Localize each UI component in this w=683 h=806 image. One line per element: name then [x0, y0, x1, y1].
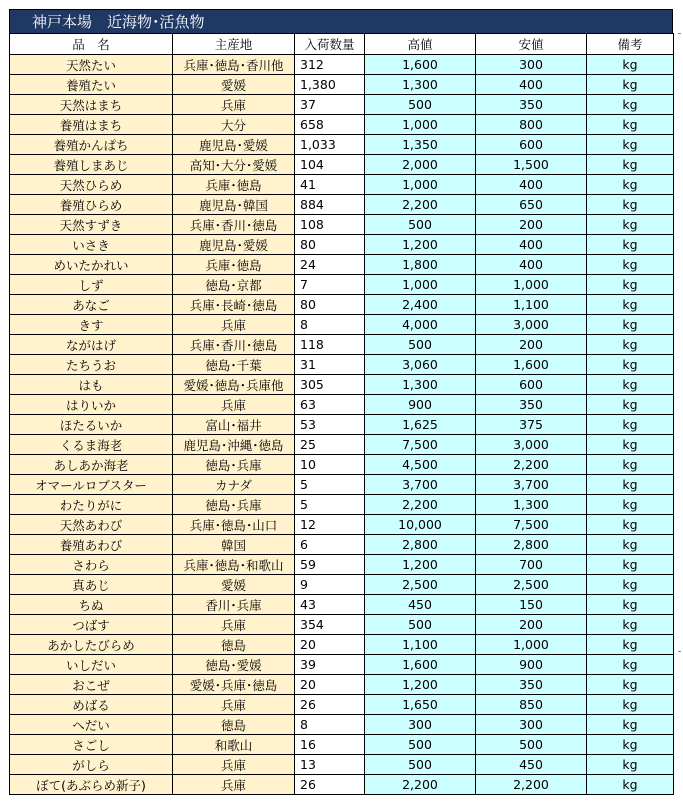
cell-name: オマールロブスター: [10, 475, 173, 495]
cell-remarks: kg: [587, 235, 674, 255]
cell-quantity: 7: [295, 275, 365, 295]
cell-quantity: 354: [295, 615, 365, 635]
cell-quantity: 10: [295, 455, 365, 475]
cell-name: ほたるいか: [10, 415, 173, 435]
table-row: [10, 515, 674, 535]
cell-name: 天然はまち: [10, 95, 173, 115]
table-row: [10, 375, 674, 395]
header-row: [10, 34, 674, 55]
cell-name: たちうお: [10, 355, 173, 375]
cell-low-price: 800: [476, 115, 587, 135]
cell-high-price: 7,500: [365, 435, 476, 455]
table-row: [10, 335, 674, 355]
table-row: [10, 695, 674, 715]
cell-high-price: 4,500: [365, 455, 476, 475]
sheet-title: 神戸本場 近海物･活魚物: [9, 9, 673, 33]
table-row: [10, 535, 674, 555]
cell-low-price: 400: [476, 235, 587, 255]
cell-name: しず: [10, 275, 173, 295]
table-row: [10, 255, 674, 275]
table-row: [10, 575, 674, 595]
cell-remarks: kg: [587, 675, 674, 695]
cell-origin: 香川･兵庫: [173, 595, 295, 615]
cell-remarks: kg: [587, 335, 674, 355]
table-row: [10, 475, 674, 495]
cell-name: 真あじ: [10, 575, 173, 595]
cell-remarks: kg: [587, 735, 674, 755]
cell-origin: 兵庫･徳島: [173, 255, 295, 275]
table-row: [10, 495, 674, 515]
cell-quantity: 5: [295, 495, 365, 515]
table-row: [10, 715, 674, 735]
cell-quantity: 80: [295, 295, 365, 315]
table-row: [10, 75, 674, 95]
cell-remarks: kg: [587, 355, 674, 375]
cell-name: ながはげ: [10, 335, 173, 355]
cell-name: はも: [10, 375, 173, 395]
cell-quantity: 31: [295, 355, 365, 375]
cell-origin: 徳島: [173, 715, 295, 735]
cell-remarks: kg: [587, 535, 674, 555]
cell-name: へだい: [10, 715, 173, 735]
cell-name: わたりがに: [10, 495, 173, 515]
table-row: [10, 755, 674, 775]
cell-high-price: 2,200: [365, 775, 476, 795]
header-name: 品 名: [10, 34, 173, 55]
cell-quantity: 1,380: [295, 75, 365, 95]
cell-remarks: kg: [587, 495, 674, 515]
cell-low-price: 450: [476, 755, 587, 775]
cell-quantity: 12: [295, 515, 365, 535]
table-row: [10, 415, 674, 435]
cell-quantity: 25: [295, 435, 365, 455]
cell-remarks: kg: [587, 55, 674, 75]
cell-origin: 兵庫: [173, 395, 295, 415]
cell-high-price: 1,300: [365, 375, 476, 395]
cell-origin: 徳島･愛媛: [173, 655, 295, 675]
cell-low-price: 1,100: [476, 295, 587, 315]
price-sheet: [9, 9, 673, 795]
cell-quantity: 305: [295, 375, 365, 395]
cell-origin: 高知･大分･愛媛: [173, 155, 295, 175]
cell-name: ちぬ: [10, 595, 173, 615]
cell-name: 天然すずき: [10, 215, 173, 235]
cell-origin: 鹿児島･沖縄･徳島: [173, 435, 295, 455]
cell-low-price: 400: [476, 75, 587, 95]
cell-name: めいたかれい: [10, 255, 173, 275]
cell-quantity: 1,033: [295, 135, 365, 155]
cell-origin: 鹿児島･愛媛: [173, 135, 295, 155]
cell-high-price: 500: [365, 215, 476, 235]
cell-low-price: 650: [476, 195, 587, 215]
cell-high-price: 1,625: [365, 415, 476, 435]
cell-name: いしだい: [10, 655, 173, 675]
cell-high-price: 1,000: [365, 275, 476, 295]
cell-name: きす: [10, 315, 173, 335]
cell-low-price: 350: [476, 95, 587, 115]
cell-quantity: 53: [295, 415, 365, 435]
cell-high-price: 1,200: [365, 555, 476, 575]
cell-high-price: 500: [365, 615, 476, 635]
cell-name: あかしたびらめ: [10, 635, 173, 655]
cell-high-price: 3,700: [365, 475, 476, 495]
cell-quantity: 884: [295, 195, 365, 215]
cell-origin: 兵庫･徳島･和歌山: [173, 555, 295, 575]
cell-origin: 兵庫･香川･徳島: [173, 335, 295, 355]
cell-remarks: kg: [587, 95, 674, 115]
table-row: [10, 675, 674, 695]
cell-name: さわら: [10, 555, 173, 575]
cell-quantity: 104: [295, 155, 365, 175]
table-row: [10, 175, 674, 195]
table-row: [10, 555, 674, 575]
cell-name: めばる: [10, 695, 173, 715]
cell-high-price: 1,000: [365, 115, 476, 135]
cell-low-price: 700: [476, 555, 587, 575]
cell-low-price: 1,500: [476, 155, 587, 175]
cell-name: 養殖しまあじ: [10, 155, 173, 175]
cell-name: 養殖ひらめ: [10, 195, 173, 215]
cell-low-price: 600: [476, 135, 587, 155]
cell-remarks: kg: [587, 595, 674, 615]
cell-low-price: 400: [476, 255, 587, 275]
price-table: [9, 33, 674, 795]
table-row: [10, 635, 674, 655]
cell-remarks: kg: [587, 175, 674, 195]
cell-low-price: 3,000: [476, 435, 587, 455]
cell-remarks: kg: [587, 75, 674, 95]
table-row: [10, 775, 674, 795]
cell-origin: 兵庫･徳島･山口: [173, 515, 295, 535]
cell-origin: 愛媛: [173, 575, 295, 595]
cell-origin: カナダ: [173, 475, 295, 495]
cell-name: がしら: [10, 755, 173, 775]
cell-high-price: 2,500: [365, 575, 476, 595]
cell-remarks: kg: [587, 395, 674, 415]
cell-high-price: 300: [365, 715, 476, 735]
cell-quantity: 63: [295, 395, 365, 415]
edge-tick: [678, 651, 681, 652]
cell-low-price: 300: [476, 715, 587, 735]
cell-quantity: 16: [295, 735, 365, 755]
edge-tick: [678, 33, 681, 34]
cell-high-price: 500: [365, 335, 476, 355]
table-body: [10, 55, 674, 795]
cell-low-price: 2,800: [476, 535, 587, 555]
cell-quantity: 658: [295, 115, 365, 135]
cell-remarks: kg: [587, 255, 674, 275]
cell-high-price: 2,000: [365, 155, 476, 175]
cell-quantity: 8: [295, 715, 365, 735]
cell-high-price: 2,200: [365, 495, 476, 515]
cell-origin: 愛媛･徳島･兵庫他: [173, 375, 295, 395]
table-row: [10, 295, 674, 315]
cell-remarks: kg: [587, 295, 674, 315]
cell-high-price: 1,300: [365, 75, 476, 95]
cell-quantity: 9: [295, 575, 365, 595]
cell-origin: 兵庫･徳島: [173, 175, 295, 195]
cell-low-price: 7,500: [476, 515, 587, 535]
header-remarks: 備考: [587, 34, 674, 55]
cell-origin: 兵庫: [173, 615, 295, 635]
cell-origin: 韓国: [173, 535, 295, 555]
cell-low-price: 200: [476, 615, 587, 635]
cell-remarks: kg: [587, 615, 674, 635]
cell-quantity: 312: [295, 55, 365, 75]
cell-high-price: 1,350: [365, 135, 476, 155]
cell-quantity: 59: [295, 555, 365, 575]
cell-low-price: 375: [476, 415, 587, 435]
cell-quantity: 37: [295, 95, 365, 115]
cell-low-price: 900: [476, 655, 587, 675]
cell-remarks: kg: [587, 695, 674, 715]
cell-name: おこぜ: [10, 675, 173, 695]
cell-remarks: kg: [587, 135, 674, 155]
cell-origin: 徳島: [173, 635, 295, 655]
table-row: [10, 315, 674, 335]
cell-low-price: 200: [476, 335, 587, 355]
cell-low-price: 3,700: [476, 475, 587, 495]
table-row: [10, 195, 674, 215]
cell-remarks: kg: [587, 415, 674, 435]
cell-remarks: kg: [587, 115, 674, 135]
table-row: [10, 455, 674, 475]
cell-remarks: kg: [587, 575, 674, 595]
cell-high-price: 1,200: [365, 235, 476, 255]
cell-quantity: 26: [295, 695, 365, 715]
cell-origin: 兵庫: [173, 775, 295, 795]
header-origin: 主産地: [173, 34, 295, 55]
cell-remarks: kg: [587, 435, 674, 455]
cell-low-price: 500: [476, 735, 587, 755]
cell-remarks: kg: [587, 655, 674, 675]
cell-origin: 兵庫･長崎･徳島: [173, 295, 295, 315]
cell-high-price: 1,650: [365, 695, 476, 715]
cell-high-price: 3,060: [365, 355, 476, 375]
cell-name: ぼて(あぶらめ新子): [10, 775, 173, 795]
cell-quantity: 39: [295, 655, 365, 675]
table-row: [10, 215, 674, 235]
cell-remarks: kg: [587, 555, 674, 575]
cell-quantity: 6: [295, 535, 365, 555]
cell-origin: 鹿児島･韓国: [173, 195, 295, 215]
cell-quantity: 13: [295, 755, 365, 775]
table-row: [10, 275, 674, 295]
cell-origin: 徳島･兵庫: [173, 455, 295, 475]
cell-name: 養殖かんぱち: [10, 135, 173, 155]
cell-origin: 富山･福井: [173, 415, 295, 435]
cell-low-price: 200: [476, 215, 587, 235]
cell-remarks: kg: [587, 375, 674, 395]
cell-remarks: kg: [587, 155, 674, 175]
cell-high-price: 1,000: [365, 175, 476, 195]
table-row: [10, 235, 674, 255]
cell-origin: 兵庫: [173, 95, 295, 115]
cell-quantity: 118: [295, 335, 365, 355]
cell-remarks: kg: [587, 775, 674, 795]
cell-name: 天然あわび: [10, 515, 173, 535]
cell-low-price: 3,000: [476, 315, 587, 335]
table-row: [10, 55, 674, 75]
cell-remarks: kg: [587, 755, 674, 775]
cell-name: つばす: [10, 615, 173, 635]
cell-high-price: 2,400: [365, 295, 476, 315]
cell-high-price: 1,600: [365, 55, 476, 75]
cell-quantity: 8: [295, 315, 365, 335]
cell-high-price: 900: [365, 395, 476, 415]
table-row: [10, 95, 674, 115]
cell-low-price: 300: [476, 55, 587, 75]
cell-name: くるま海老: [10, 435, 173, 455]
cell-remarks: kg: [587, 475, 674, 495]
cell-name: 養殖はまち: [10, 115, 173, 135]
cell-high-price: 1,600: [365, 655, 476, 675]
cell-name: さごし: [10, 735, 173, 755]
cell-origin: 兵庫･徳島･香川他: [173, 55, 295, 75]
cell-high-price: 2,200: [365, 195, 476, 215]
cell-low-price: 1,000: [476, 635, 587, 655]
cell-remarks: kg: [587, 215, 674, 235]
cell-origin: 徳島･京都: [173, 275, 295, 295]
cell-origin: 兵庫･香川･徳島: [173, 215, 295, 235]
cell-quantity: 41: [295, 175, 365, 195]
cell-remarks: kg: [587, 635, 674, 655]
cell-high-price: 1,100: [365, 635, 476, 655]
header-low-price: 安値: [476, 34, 587, 55]
header-quantity: 入荷数量: [295, 34, 365, 55]
table-row: [10, 435, 674, 455]
cell-high-price: 500: [365, 735, 476, 755]
cell-origin: 愛媛･兵庫･徳島: [173, 675, 295, 695]
cell-origin: 兵庫: [173, 755, 295, 775]
cell-high-price: 10,000: [365, 515, 476, 535]
cell-low-price: 2,200: [476, 455, 587, 475]
cell-low-price: 350: [476, 395, 587, 415]
cell-remarks: kg: [587, 715, 674, 735]
cell-name: 天然たい: [10, 55, 173, 75]
table-row: [10, 115, 674, 135]
table-row: [10, 155, 674, 175]
cell-origin: 徳島･兵庫: [173, 495, 295, 515]
cell-quantity: 80: [295, 235, 365, 255]
cell-low-price: 600: [476, 375, 587, 395]
cell-low-price: 2,500: [476, 575, 587, 595]
cell-origin: 和歌山: [173, 735, 295, 755]
cell-high-price: 1,800: [365, 255, 476, 275]
cell-low-price: 1,300: [476, 495, 587, 515]
cell-origin: 鹿児島･愛媛: [173, 235, 295, 255]
cell-origin: 兵庫: [173, 695, 295, 715]
cell-remarks: kg: [587, 275, 674, 295]
cell-low-price: 400: [476, 175, 587, 195]
cell-quantity: 43: [295, 595, 365, 615]
cell-high-price: 500: [365, 95, 476, 115]
cell-remarks: kg: [587, 455, 674, 475]
cell-high-price: 500: [365, 755, 476, 775]
cell-quantity: 108: [295, 215, 365, 235]
cell-low-price: 350: [476, 675, 587, 695]
cell-quantity: 24: [295, 255, 365, 275]
cell-remarks: kg: [587, 515, 674, 535]
header-high-price: 高値: [365, 34, 476, 55]
cell-low-price: 850: [476, 695, 587, 715]
cell-low-price: 1,600: [476, 355, 587, 375]
cell-high-price: 2,800: [365, 535, 476, 555]
table-row: [10, 615, 674, 635]
table-row: [10, 135, 674, 155]
cell-high-price: 1,200: [365, 675, 476, 695]
cell-name: 天然ひらめ: [10, 175, 173, 195]
cell-low-price: 150: [476, 595, 587, 615]
cell-name: 養殖あわび: [10, 535, 173, 555]
cell-name: はりいか: [10, 395, 173, 415]
cell-quantity: 26: [295, 775, 365, 795]
cell-quantity: 20: [295, 635, 365, 655]
table-row: [10, 735, 674, 755]
table-row: [10, 355, 674, 375]
cell-name: いさき: [10, 235, 173, 255]
cell-remarks: kg: [587, 315, 674, 335]
cell-low-price: 1,000: [476, 275, 587, 295]
cell-origin: 徳島･千葉: [173, 355, 295, 375]
cell-high-price: 4,000: [365, 315, 476, 335]
cell-name: あしあか海老: [10, 455, 173, 475]
cell-low-price: 2,200: [476, 775, 587, 795]
table-row: [10, 595, 674, 615]
cell-remarks: kg: [587, 195, 674, 215]
cell-name: あなご: [10, 295, 173, 315]
cell-quantity: 20: [295, 675, 365, 695]
cell-high-price: 450: [365, 595, 476, 615]
table-row: [10, 655, 674, 675]
table-row: [10, 395, 674, 415]
cell-origin: 大分: [173, 115, 295, 135]
cell-origin: 兵庫: [173, 315, 295, 335]
cell-origin: 愛媛: [173, 75, 295, 95]
cell-quantity: 5: [295, 475, 365, 495]
cell-name: 養殖たい: [10, 75, 173, 95]
